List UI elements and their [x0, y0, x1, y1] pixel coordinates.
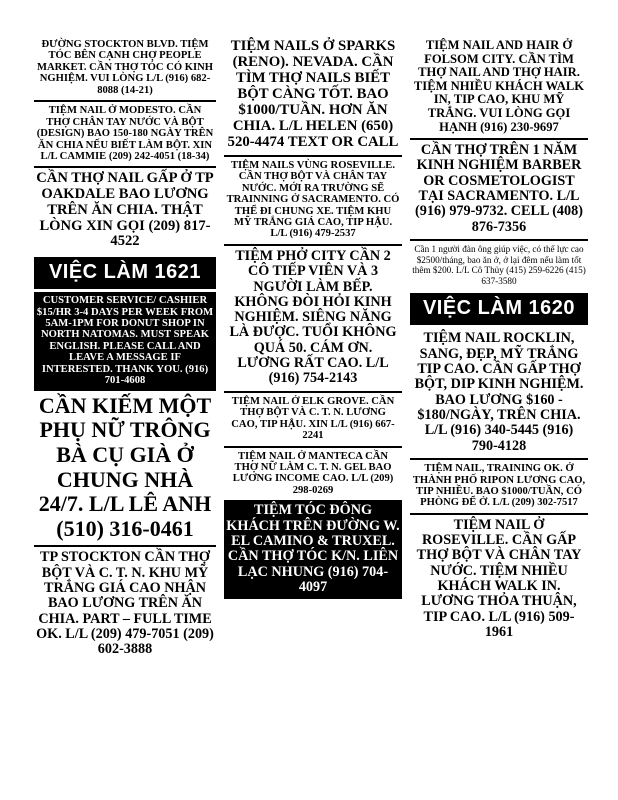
ad-hair-salon-el-camino: TIỆM TÓC ĐÔNG KHÁCH TRÊN ĐƯỜNG W. EL CAMINO & TRUXEL. CẦN THỢ TÓC K/N. LIÊN LẠC NHUNG (916) 704-4097: [224, 500, 402, 599]
ad-donut-shop-cashier: CUSTOMER SERVICE/ CASHIER $15/HR 3-4 DAYS PER WEEK FROM 5AM-1PM FOR DONUT SHOP IN NORTH NATOMAS. MUST SPEAK ENGLISH. PLEASE CALL AND LEAVE A MESSAGE IF INTERESTED. THANK YOU. (916) 701-4608: [34, 292, 216, 391]
ad-roseville-nail-2: TIỆM NAIL Ở ROSEVILLE. CẦN GẤP THỢ BỘT VÀ CHÂN TAY NƯỚC. TIỆM NHIỀU KHÁCH WALK IN. LƯƠNG THỎA THUẬN, TIP CAO. L/L (916) 509-1961: [410, 513, 588, 645]
ad-male-helper: Cần 1 người đàn ông giúp việc, có thể lực cao $2500/tháng, bao ăn ở, ở lại đêm nếu làm tốt thêm $200. L/L Cô Thủy (415) 259-6226 (415) 637-3580: [410, 239, 588, 290]
ad-elk-grove-nail: TIỆM NAIL Ở ELK GROVE. CẦN THỢ BỘT VÀ C. T. N. LƯƠNG CAO, TIP HẬU. XIN L/L (916) 667-2241: [224, 391, 402, 446]
section-header-1620: VIỆC LÀM 1620: [410, 293, 588, 325]
ad-ripon-nail: TIỆM NAIL, TRAINING OK. Ở THÀNH PHỐ RIPON LƯƠNG CAO, TIP NHIỀU. BAO $1000/TUẦN, CÓ PHÒNG ĐỂ Ở. L/L (209) 302-7517: [410, 458, 588, 513]
ad-folsom-nail-hair: TIỆM NAIL AND HAIR Ở FOLSOM CITY. CẦN TÌM THỢ NAIL AND THỢ HAIR. TIỆM NHIỀU KHÁCH WALK IN, TIP CAO, KHU MỸ TRẮNG. VUI LÒNG GỌI HẠNH (916) 230-9697: [413, 38, 585, 134]
ad-oakdale-nail: CẦN THỢ NAIL GẤP Ở TP OAKDALE BAO LƯƠNG TRÊN ĂN CHIA. THẬT LÒNG XIN GỌI (209) 817-4522: [34, 166, 216, 254]
ad-stockton-nail: TP STOCKTON CẦN THỢ BỘT VÀ C. T. N. KHU MỸ TRẮNG GIÁ CAO NHẬN BAO LƯƠNG TRÊN ĂN CHIA. PART – FULL TIME OK. L/L (209) 479-7051 (209) 602-3888: [34, 545, 216, 661]
ad-roseville-nail: TIỆM NAILS VÙNG ROSEVILLE. CẦN THỢ BỘT VÀ CHÂN TAY NƯỚC. MỚI RA TRƯỜNG SẼ TRAINNING Ở SACRAMENTO. CÓ THỂ ĐI CHUNG XE. TIỆM KHU MỸ TRẮNG GIÁ CAO, TIP HẬU. L/L (916) 479-2537: [224, 155, 402, 244]
section-header-1621: VIỆC LÀM 1621: [34, 257, 216, 289]
ad-manteca-nail: TIỆM NAIL Ở MANTECA CẦN THỢ NỮ LÀM C. T. N. GEL BAO LƯƠNG INCOME CAO. L/L (209) 298-0269: [224, 446, 402, 501]
ad-pho-city: TIỆM PHỞ CITY CẦN 2 CÔ TIẾP VIÊN VÀ 3 NGƯỜI LÀM BẾP. KHÔNG ĐÒI HỎI KINH NGHIỆM. SIÊNG NĂNG LÀ ĐƯỢC. TUỔI KHÔNG QUÁ 50. CÁM ƠN. LƯƠNG RẤT CAO. L/L (916) 754-2143: [224, 244, 402, 391]
column-middle: [224, 36, 402, 599]
ad-elderly-caregiver: CẦN KIẾM MỘT PHỤ NỮ TRÔNG BÀ CỤ GIÀ Ở CHUNG NHÀ 24/7. L/L LÊ ANH (510) 316-0461: [38, 392, 212, 541]
ad-rocklin-nail: TIỆM NAIL ROCKLIN, SANG, ĐẸP, MỸ TRẮNG TIP CAO. CẦN GẤP THỢ BỘT, DIP KINH NGHIỆM. BAO LƯƠNG $160 - $180/NGÀY, TRÊN CHIA. L/L (916) 340-5445 (916) 790-4128: [414, 330, 584, 454]
ad-modesto-nail: TIỆM NAIL Ở MODESTO. CẦN THỢ CHÂN TAY NƯỚC VÀ BỘT (DESIGN) BAO 150-180 NGÀY TRÊN ĂN CHIA NẾU BIẾT LÀM BỘT. XIN L/L CAMMIE (209) 242-4051 (18-34): [34, 100, 216, 166]
column-right: [410, 36, 588, 644]
ad-sparks-reno-nail: TIỆM NAILS Ở SPARKS (RENO). NEVADA. CẦN TÌM THỢ NAILS BIẾT BỘT CÀNG TỐT. BAO $1000/TUẦN. HƠN ĂN CHIA. L/L HELEN (650) 520-4474 TEXT OR CALL: [227, 38, 399, 150]
ad-barber-sacramento: CẦN THỢ TRÊN 1 NĂM KINH NGHIỆM BARBER OR COSMETOLOGIST TẠI SACRAMENTO. L/L (916) 979-9732. CELL (408) 876-7356: [410, 138, 588, 239]
ad-stockton-hair-salon: ĐƯỜNG STOCKTON BLVD. TIỆM TÓC BÊN CẠNH CHỢ PEOPLE MARKET. CẦN THỢ TÓC CÓ KINH NGHIỆM. VUI LÒNG L/L (916) 682-8088 (14-21): [37, 39, 213, 96]
column-left: [34, 36, 216, 662]
